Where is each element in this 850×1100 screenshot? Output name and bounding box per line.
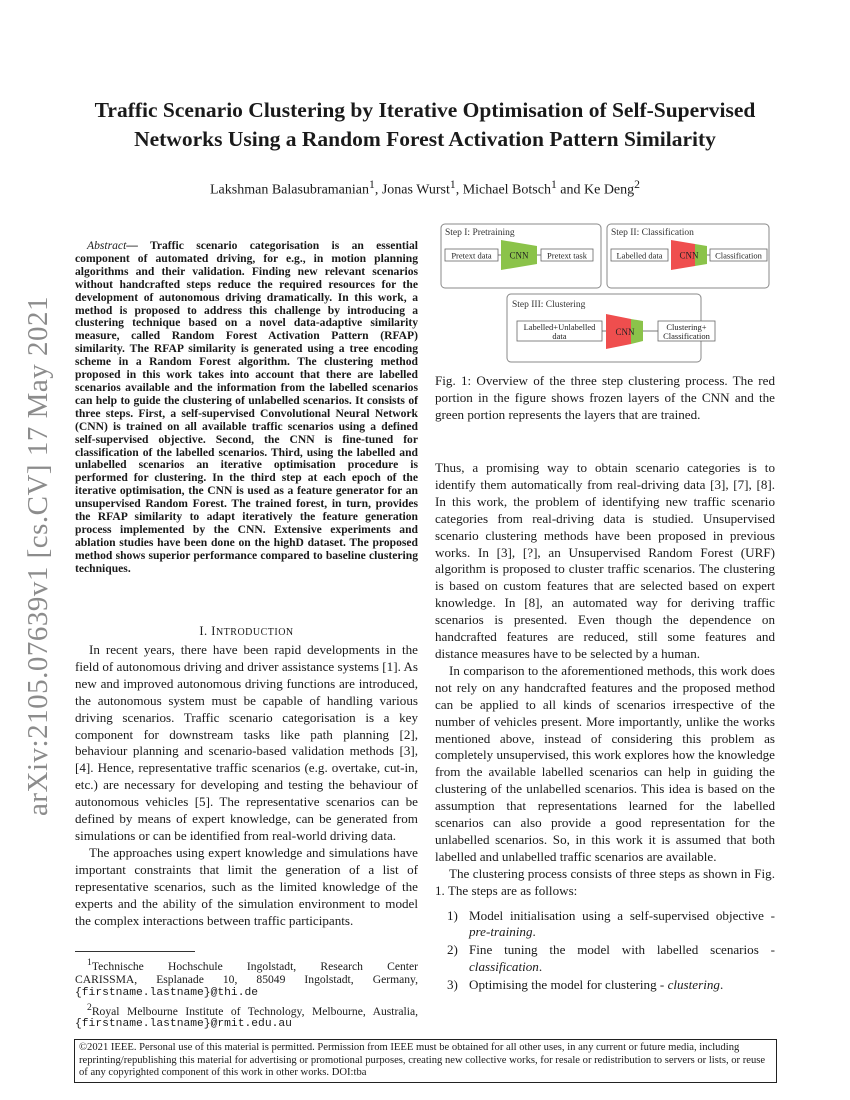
list-emphasis: classification: [469, 959, 539, 975]
list-item: [435, 908, 775, 942]
figure-caption: [435, 373, 775, 424]
paragraph: The approaches using expert knowledge and simulations have important constraints that limit the generation of a list of representative scenarios, such as the limited knowledge of the experts and the ability of the simulation environment to model the complex interactions between traffic participants.: [75, 844, 418, 928]
paragraph: In recent years, there have been rapid developments in the field of autonomous driving and driver assistance systems [1]. As new and improved autonomous driving functions are introduced, the autonomous system must be capable of handling various driving scenarios. Traffic scenario categorisation is a key component for downstream tasks like path planning [2], behaviour planning and scenario-based validation methods [3], [4]. Hence, representative traffic scenarios (e.g. overtake, cut-in, etc.) are necessary for developing and testing the behaviour of autonomous vehicles [5]. The representative scenarios can be defined by means of expert knowledge, can be generated from simulations or can be identified from real-world driving data.: [75, 642, 418, 843]
labelled-data-label: Labelled data: [616, 250, 663, 261]
section-title-initial: I: [211, 624, 216, 638]
author-list: [60, 178, 790, 199]
affiliation-mark: 2: [634, 178, 640, 191]
list-text: Optimising the model for clustering -: [469, 977, 668, 993]
labelled-unlabelled-label: Labelled+Unlabelled: [523, 322, 596, 332]
footnote-2-line-1: [75, 1001, 418, 1018]
list-emphasis: clustering: [667, 977, 720, 993]
title-line-1: Traffic Scenario Clustering by Iterative Optimisation of Self-Supervised: [94, 98, 756, 122]
separator: ,: [374, 182, 382, 198]
list-number: 3): [447, 977, 458, 993]
pretext-task-label: Pretext task: [547, 250, 587, 261]
paragraph: The clustering process consists of three steps as shown in Fig. 1. The steps are as follows:: [435, 865, 775, 898]
paragraph: In comparison to the aforementioned methods, this work does not rely on any handcrafted features and the proposed method can be applied to all kinds of scenarios irrespective of the number of vehicles present. More importantly, unlike the works mentioned above, instead of considering this problem as completely unsupervised, this work explores how the knowledge from the available labelled scenarios can help in guiding the clustering of the unlabelled scenarios. This idea is based on the assumption that representations learned for the labelled scenarios can also provide a good representation for the unlabelled scenarios. So, in this work it is assumed that both labelled and unlabelled traffic scenarios are available.: [435, 662, 775, 864]
arxiv-identifier[interactable]: arXiv:2105.07639v1 [cs.CV] 17 May 2021: [22, 295, 54, 816]
footnote-text: Royal Melbourne Institute of Technology, Melbourne, Australia,: [91, 1004, 418, 1018]
paragraph: Thus, a promising way to obtain scenario categories is to identify them automatically from real-driving data [3], [7], [8]. In this work, the problem of identifying new traffic scenario categories from real-driving data is studied. Unsupervised scenario clustering methods have been proposed in previous works. In [3], [?], an Unsupervised Random Forest (URF) algorithm is proposed to cluster traffic scenarios. The clustering is based on custom features that are selected based on expert knowledge. In [8], an automated way for deriving traffic scenarios is presented. Even though the dependence on handcrafted features are reduced, still some features and distance measures have to be selected by a human.: [435, 460, 775, 661]
step2-title: Step II: Classification: [611, 228, 694, 238]
cnn-label: CNN: [679, 250, 699, 261]
list-number: 2): [447, 942, 458, 958]
labelled-unlabelled-label-2: data: [552, 331, 567, 341]
affiliation-mark: 1: [369, 178, 375, 191]
caption-text: Overview of the three step clustering process. The red portion in the figure shows frozen layers of the CNN and the green portion represents the layers that are trained.: [435, 373, 775, 422]
introduction-text: [75, 642, 418, 929]
footnote-1-email: {firstname.lastname}@thi.de: [75, 987, 259, 1000]
conjunction: and: [556, 182, 584, 198]
caption-label: Fig. 1:: [435, 373, 472, 388]
footnote-1-line-1: [75, 956, 418, 973]
list-emphasis: pre-training: [469, 924, 533, 940]
cnn-label: CNN: [615, 327, 635, 337]
pretext-data-label: Pretext data: [451, 250, 492, 261]
figure-1-diagram: [435, 222, 775, 366]
section-heading: [75, 624, 418, 639]
clustering-classification-label-2: Classification: [663, 331, 710, 341]
paper-title: [60, 96, 790, 154]
author-2: Jonas Wurst: [381, 182, 450, 198]
abstract-text: — Traffic scenario categorisation is an essential component of automated driving, for e.g., in motion planning algorithms and their validation. Finding new relevant scenarios without handcrafted steps reduce the required resources for the development of autonomous driving dramatically. In this work, a method is proposed to address this challenge by introducing a clustering technique based on a novel data-adaptive similarity measure, called Random Forest Activation Pattern (RFAP) similarity. The RFAP similarity is generated using a tree encoding scheme in a Random Forest algorithm. The clustering method proposed in this work takes into account that there are labelled scenarios available and the information from the labelled scenarios can help to guide the clustering of unlabelled scenarios. It consists of three steps. First, a self-supervised Convolutional Neural Network (CNN) is trained on all available traffic scenarios using a defined self-supervised objective. Second, the CNN is fine-tuned for classification of the labelled scenarios. Third, using the labelled and unlabelled scenarios an iterative optimisation procedure is performed for clustering. In the third step at each epoch of the iterative optimisation, the CNN is used as a feature generator for an unsupervised Random Forest. The trained forest, in turn, provides the RFAP similarity to adapt iteratively the feature generation process implemented by the CNN. Extensive experiments and ablation studies have been done on the highD dataset. The proposed method shows superior performance compared to baseline clustering techniques.: [75, 239, 418, 575]
right-column-text: [435, 460, 775, 995]
list-item: [435, 977, 775, 994]
abstract-label: Abstract: [87, 239, 127, 252]
separator: ,: [455, 182, 463, 198]
affiliation-mark: 1: [550, 178, 557, 191]
clustering-classification-label: Clustering+: [666, 322, 707, 332]
affiliation-mark: 1: [449, 178, 456, 191]
list-text: Fine tuning the model with labelled scenarios -: [469, 942, 775, 958]
footnote-divider: [75, 951, 195, 952]
footnotes: [75, 956, 418, 1032]
list-number: 1): [447, 907, 458, 923]
footnote-text: Technische Hochschule Ingolstadt, Research Center: [91, 959, 418, 973]
list-text: Model initialisation using a self-supervised objective -: [469, 907, 775, 923]
list-end: .: [538, 959, 543, 975]
footnote-mark: 1: [87, 957, 92, 968]
title-line-2: Networks Using a Random Forest Activation Pattern Similarity: [134, 127, 716, 151]
steps-list: [435, 908, 775, 995]
copyright-notice: ©2021 IEEE. Personal use of this material is permitted. Permission from IEEE must be obtained for all other uses, in any current or future media, including reprinting/republishing this material for advertising or promotional purposes, creating new collective works, for resale or redistribution to servers or lists, or reuse of any copyrighted component of this work in other works. DOI:tba: [74, 1039, 777, 1083]
classification-label: Classification: [715, 250, 762, 261]
step1-title: Step I: Pretraining: [445, 228, 515, 238]
list-item: [435, 942, 775, 976]
section-title-rest: NTRODUCTION: [215, 627, 294, 638]
list-end: .: [719, 977, 724, 993]
section-numeral: I.: [199, 624, 208, 638]
abstract: [75, 240, 418, 576]
footnote-mark: 2: [87, 1001, 92, 1013]
step3-title: Step III: Clustering: [512, 300, 586, 310]
author-1: Lakshman Balasubramanian: [210, 182, 370, 198]
cnn-label: CNN: [509, 250, 529, 261]
footnote-1-line-2: CARISSMA, Esplanade 10, 85049 Ingolstadt, Germany,: [75, 973, 418, 987]
author-4: Ke Deng: [584, 182, 635, 198]
footnote-2-email: {firstname.lastname}@rmit.edu.au: [75, 1018, 292, 1031]
author-3: Michael Botsch: [462, 182, 551, 198]
list-end: .: [532, 924, 536, 940]
